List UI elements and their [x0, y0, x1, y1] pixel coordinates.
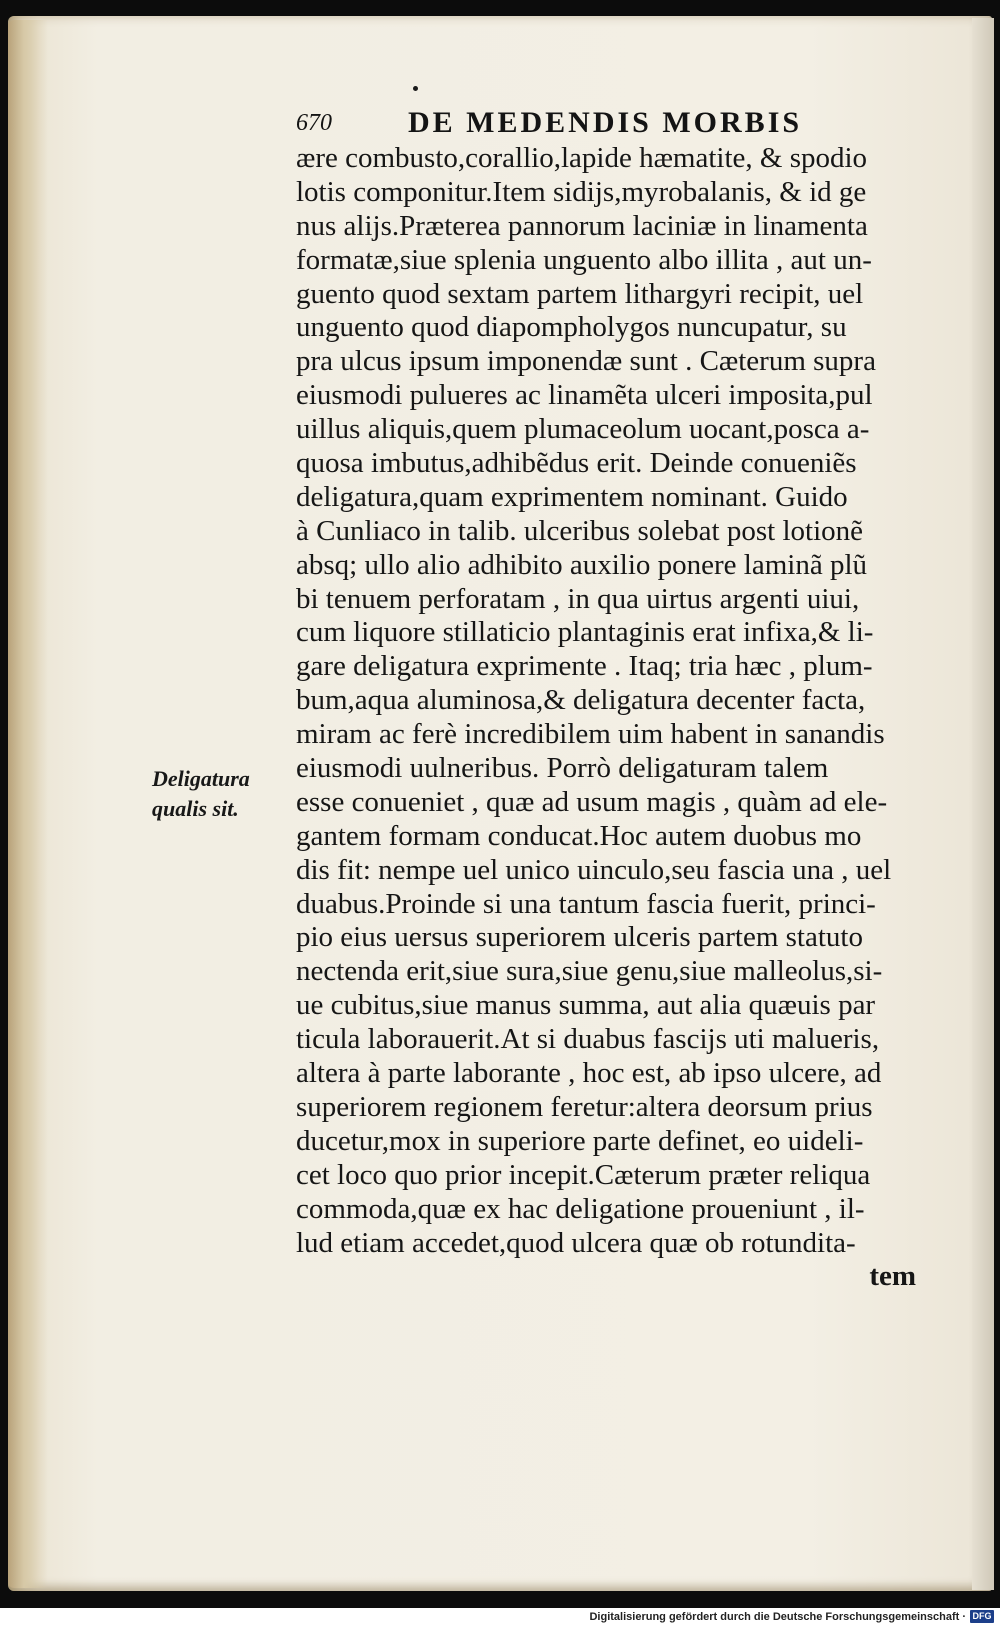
dfg-logo-icon: DFG [970, 1610, 994, 1623]
text-line: superiorem regionem feretur:altera deorsum prius [296, 1090, 873, 1123]
text-line: nus alijs.Præterea pannorum laciniæ in linamenta [296, 209, 868, 242]
text-line: à Cunliaco in talib. ulceribus solebat post lotionẽ [296, 514, 864, 547]
text-line: lotis componitur.Item sidijs,myrobalanis, & id ge [296, 175, 867, 208]
footer-credit: Digitalisierung gefördert durch die Deutsche Forschungsgemeinschaft · [589, 1611, 966, 1623]
text-line: esse conueniet , quæ ad usum magis , quàm ad ele- [296, 785, 888, 818]
marginal-note [152, 764, 292, 824]
text-line: cum liquore stillaticio plantaginis erat infixa,& li- [296, 616, 874, 649]
marginal-note-line: qualis sit. [152, 796, 239, 821]
text-line: ue cubitus,siue manus summa, aut alia quæuis par [296, 989, 876, 1022]
text-line: pra ulcus ipsum imponendæ sunt . Cæterum supra [296, 345, 876, 378]
text-line: gantem formam conducat.Hoc autem duobus mo [296, 819, 862, 852]
text-line: eiusmodi uulneribus. Porrò deligaturam talem [296, 752, 829, 785]
text-line: deligatura,quam exprimentem nominant. Guido [296, 480, 848, 513]
text-line: commoda,quæ ex hac deligatione proueniunt , il- [296, 1192, 865, 1225]
text-line: cet loco quo prior incepit.Cæterum præter reliqua [296, 1158, 871, 1191]
text-line: guento quod sextam partem lithargyri recipit, uel [296, 277, 864, 310]
text-line: miram ac ferè incredibilem uim habent in sanandis [296, 718, 885, 751]
page-left-edge [8, 20, 48, 1588]
printer-mark [413, 86, 418, 91]
text-line: quosa imbutus,adhibẽdus erit. Deinde conueniẽs [296, 447, 857, 480]
text-line: ticula laborauerit.At si duabus fascijs uti malueris, [296, 1023, 880, 1056]
text-line: pio eius uersus superiorem ulceris partem statuto [296, 921, 863, 954]
running-head-title: DE MEDENDIS MORBIS [408, 106, 803, 139]
text-line: unguento quod diapompholygos nuncupatur, su [296, 311, 847, 344]
text-line: eiusmodi pulueres ac linamẽta ulceri imposita,pul [296, 379, 873, 412]
text-line: dis fit: nempe uel unico uinculo,seu fascia una , uel [296, 853, 892, 886]
text-line: uillus aliquis,quem plumaceolum uocant,posca a- [296, 413, 870, 446]
text-line: bum,aqua aluminosa,& deligatura decenter facta, [296, 684, 866, 717]
page-right-edge [972, 18, 994, 1590]
text-line: duabus.Proinde si una tantum fascia fuerit, princi- [296, 887, 876, 920]
body-text [296, 142, 916, 1294]
text-line: altera à parte laborante , hoc est, ab ipso ulcere, ad [296, 1057, 882, 1090]
text-line: ære combusto,corallio,lapide hæmatite, & spodio [296, 142, 868, 174]
text-line: absq; ullo alio adhibito auxilio ponere laminã plũ [296, 548, 868, 581]
running-head [296, 106, 876, 146]
marginal-note-line: Deligatura [152, 766, 250, 791]
text-line: nectenda erit,siue sura,siue genu,siue malleolus,si- [296, 955, 883, 988]
text-line: formatæ,siue splenia unguento albo illita , aut un- [296, 243, 872, 276]
text-line: gare deligatura exprimente . Itaq; tria hæc , plum- [296, 650, 873, 683]
text-line: bi tenuem perforatam , in qua uirtus argenti uiui, [296, 582, 860, 615]
catchword: tem [869, 1260, 916, 1293]
page-number: 670 [296, 110, 332, 136]
text-line: ducetur,mox in superiore parte definet, eo uideli- [296, 1124, 864, 1157]
text-line: lud etiam accedet,quod ulcera quæ ob rotundita- [296, 1226, 856, 1259]
